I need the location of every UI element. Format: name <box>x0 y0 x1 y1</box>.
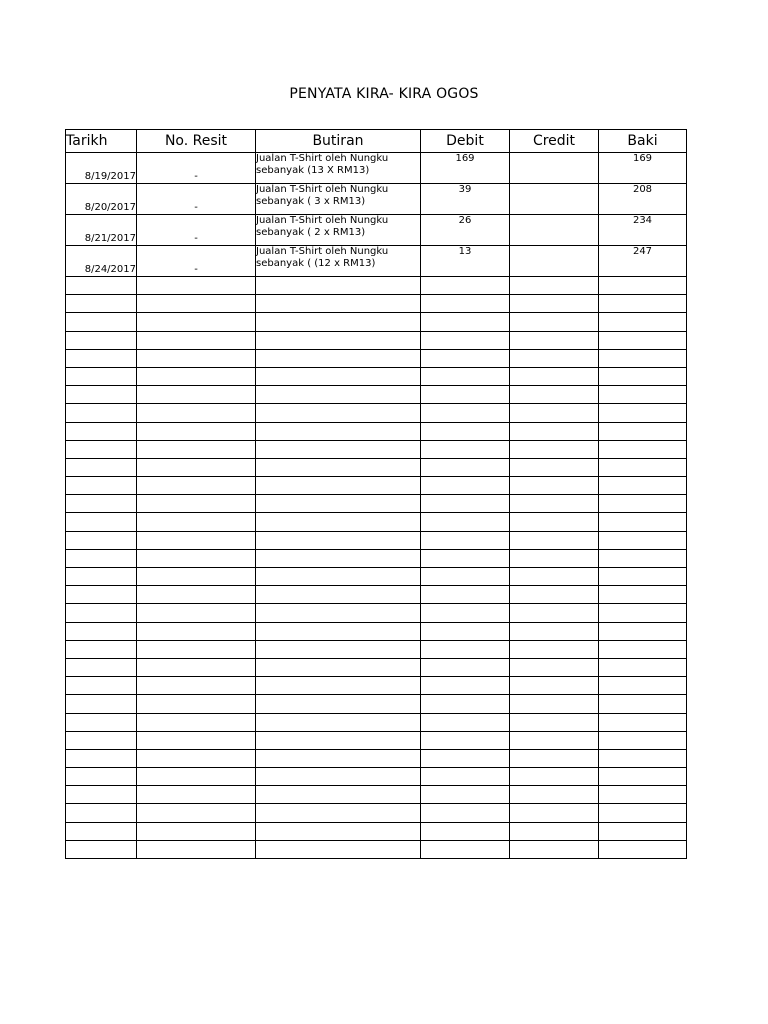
cell-credit <box>510 604 599 622</box>
cell-debit <box>421 531 510 549</box>
empty-table-row <box>66 804 687 822</box>
cell-tarikh <box>66 604 137 622</box>
cell-butiran <box>256 404 421 422</box>
cell-debit <box>421 640 510 658</box>
cell-no-resit <box>137 622 256 640</box>
cell-tarikh <box>66 731 137 749</box>
cell-butiran <box>256 622 421 640</box>
cell-baki <box>599 386 687 404</box>
cell-butiran <box>256 549 421 567</box>
cell-baki: 208 <box>599 184 687 215</box>
cell-credit <box>510 440 599 458</box>
butiran-line-1: Jualan T-Shirt oleh Nungku <box>256 246 389 257</box>
cell-butiran <box>256 440 421 458</box>
cell-no-resit <box>137 313 256 331</box>
cell-tarikh <box>66 640 137 658</box>
cell-credit <box>510 404 599 422</box>
cell-debit <box>421 713 510 731</box>
cell-baki <box>599 367 687 385</box>
cell-no-resit <box>137 658 256 676</box>
cell-no-resit <box>137 822 256 840</box>
butiran-line-2: sebanyak ( (12 x RM13) <box>256 258 376 269</box>
cell-tarikh <box>66 495 137 513</box>
cell-baki <box>599 677 687 695</box>
table-row <box>66 215 687 246</box>
cell-butiran <box>256 695 421 713</box>
cell-tarikh: 8/19/2017 <box>66 153 137 184</box>
empty-table-row <box>66 495 687 513</box>
cell-debit <box>421 549 510 567</box>
cell-butiran <box>256 215 421 246</box>
butiran-line-1: Jualan T-Shirt oleh Nungku <box>256 153 389 164</box>
cell-credit <box>510 586 599 604</box>
cell-tarikh <box>66 513 137 531</box>
cell-butiran <box>256 422 421 440</box>
cell-baki <box>599 531 687 549</box>
cell-debit <box>421 840 510 858</box>
empty-table-row <box>66 513 687 531</box>
empty-table-row <box>66 586 687 604</box>
cell-tarikh: 8/24/2017 <box>66 246 137 277</box>
butiran-line-2: sebanyak (13 X RM13) <box>256 165 370 176</box>
empty-table-row <box>66 331 687 349</box>
cell-credit <box>510 153 599 184</box>
cell-tarikh <box>66 586 137 604</box>
cell-no-resit <box>137 277 256 295</box>
empty-table-row <box>66 658 687 676</box>
cell-debit <box>421 349 510 367</box>
cell-no-resit <box>137 549 256 567</box>
cell-no-resit <box>137 586 256 604</box>
cell-butiran <box>256 531 421 549</box>
cell-credit <box>510 246 599 277</box>
cell-baki <box>599 422 687 440</box>
cell-butiran <box>256 604 421 622</box>
empty-table-row <box>66 349 687 367</box>
cell-credit <box>510 295 599 313</box>
cell-tarikh <box>66 695 137 713</box>
cell-tarikh <box>66 313 137 331</box>
cell-credit <box>510 713 599 731</box>
column-header-no-resit: No. Resit <box>137 130 256 153</box>
cell-debit <box>421 822 510 840</box>
cell-butiran <box>256 458 421 476</box>
cell-debit <box>421 458 510 476</box>
column-header-credit: Credit <box>510 130 599 153</box>
cell-credit <box>510 477 599 495</box>
cell-no-resit <box>137 349 256 367</box>
empty-table-row <box>66 422 687 440</box>
cell-butiran <box>256 277 421 295</box>
cell-debit <box>421 586 510 604</box>
cell-no-resit <box>137 477 256 495</box>
cell-no-resit <box>137 840 256 858</box>
empty-table-row <box>66 458 687 476</box>
butiran-line-1: Jualan T-Shirt oleh Nungku <box>256 184 389 195</box>
empty-table-row <box>66 277 687 295</box>
empty-table-row <box>66 386 687 404</box>
cell-no-resit <box>137 295 256 313</box>
cell-debit <box>421 658 510 676</box>
butiran-line-2: sebanyak ( 2 x RM13) <box>256 227 366 238</box>
column-header-debit: Debit <box>421 130 510 153</box>
cell-baki <box>599 804 687 822</box>
cell-credit <box>510 804 599 822</box>
cell-tarikh <box>66 367 137 385</box>
cell-baki <box>599 349 687 367</box>
cell-tarikh: 8/21/2017 <box>66 215 137 246</box>
cell-baki <box>599 313 687 331</box>
cell-tarikh <box>66 768 137 786</box>
cell-credit <box>510 677 599 695</box>
cell-no-resit: - <box>137 246 256 277</box>
cell-credit <box>510 786 599 804</box>
ledger-table <box>65 129 687 859</box>
cell-no-resit <box>137 786 256 804</box>
empty-table-row <box>66 531 687 549</box>
cell-baki: 247 <box>599 246 687 277</box>
cell-debit <box>421 604 510 622</box>
empty-table-row <box>66 677 687 695</box>
empty-table-row <box>66 640 687 658</box>
cell-credit <box>510 822 599 840</box>
cell-tarikh: 8/20/2017 <box>66 184 137 215</box>
cell-butiran <box>256 495 421 513</box>
cell-credit <box>510 731 599 749</box>
empty-table-row <box>66 768 687 786</box>
cell-credit <box>510 658 599 676</box>
cell-credit <box>510 331 599 349</box>
cell-baki: 169 <box>599 153 687 184</box>
cell-butiran <box>256 822 421 840</box>
table-row <box>66 184 687 215</box>
empty-table-row <box>66 440 687 458</box>
cell-tarikh <box>66 440 137 458</box>
cell-debit <box>421 568 510 586</box>
empty-table-row <box>66 749 687 767</box>
header-row <box>66 130 687 153</box>
cell-tarikh <box>66 477 137 495</box>
cell-baki <box>599 840 687 858</box>
cell-baki <box>599 586 687 604</box>
empty-table-row <box>66 695 687 713</box>
cell-debit <box>421 477 510 495</box>
cell-no-resit <box>137 568 256 586</box>
empty-table-row <box>66 549 687 567</box>
cell-baki <box>599 749 687 767</box>
cell-tarikh <box>66 295 137 313</box>
cell-tarikh <box>66 658 137 676</box>
cell-debit <box>421 295 510 313</box>
cell-tarikh <box>66 277 137 295</box>
cell-butiran <box>256 713 421 731</box>
cell-butiran <box>256 184 421 215</box>
cell-tarikh <box>66 786 137 804</box>
cell-butiran <box>256 749 421 767</box>
cell-baki <box>599 513 687 531</box>
empty-table-row <box>66 713 687 731</box>
empty-table-row <box>66 477 687 495</box>
cell-butiran <box>256 786 421 804</box>
column-header-baki: Baki <box>599 130 687 153</box>
cell-debit <box>421 786 510 804</box>
cell-credit <box>510 640 599 658</box>
cell-debit <box>421 495 510 513</box>
cell-tarikh <box>66 404 137 422</box>
empty-table-row <box>66 604 687 622</box>
cell-credit <box>510 568 599 586</box>
cell-no-resit <box>137 386 256 404</box>
cell-debit <box>421 386 510 404</box>
cell-debit <box>421 404 510 422</box>
cell-butiran <box>256 153 421 184</box>
cell-butiran <box>256 349 421 367</box>
empty-table-row <box>66 313 687 331</box>
cell-baki <box>599 658 687 676</box>
cell-butiran <box>256 331 421 349</box>
cell-no-resit <box>137 713 256 731</box>
cell-tarikh <box>66 677 137 695</box>
cell-no-resit <box>137 531 256 549</box>
cell-baki <box>599 277 687 295</box>
cell-credit <box>510 313 599 331</box>
cell-no-resit <box>137 804 256 822</box>
empty-table-row <box>66 731 687 749</box>
cell-baki <box>599 404 687 422</box>
cell-tarikh <box>66 331 137 349</box>
cell-debit <box>421 277 510 295</box>
cell-butiran <box>256 513 421 531</box>
cell-no-resit <box>137 458 256 476</box>
cell-butiran <box>256 804 421 822</box>
cell-no-resit <box>137 495 256 513</box>
cell-debit: 39 <box>421 184 510 215</box>
cell-credit <box>510 422 599 440</box>
cell-butiran <box>256 313 421 331</box>
cell-no-resit <box>137 513 256 531</box>
cell-debit <box>421 313 510 331</box>
cell-butiran <box>256 246 421 277</box>
cell-debit <box>421 513 510 531</box>
cell-debit <box>421 731 510 749</box>
cell-tarikh <box>66 840 137 858</box>
cell-credit <box>510 549 599 567</box>
empty-table-row <box>66 568 687 586</box>
cell-no-resit <box>137 422 256 440</box>
cell-credit <box>510 768 599 786</box>
cell-credit <box>510 458 599 476</box>
cell-debit <box>421 440 510 458</box>
cell-debit <box>421 768 510 786</box>
cell-debit <box>421 677 510 695</box>
cell-butiran <box>256 640 421 658</box>
cell-baki <box>599 786 687 804</box>
cell-debit <box>421 331 510 349</box>
cell-debit <box>421 622 510 640</box>
cell-baki <box>599 440 687 458</box>
cell-no-resit <box>137 604 256 622</box>
cell-baki <box>599 640 687 658</box>
cell-butiran <box>256 568 421 586</box>
column-header-butiran: Butiran <box>256 130 421 153</box>
cell-tarikh <box>66 422 137 440</box>
cell-tarikh <box>66 386 137 404</box>
cell-baki: 234 <box>599 215 687 246</box>
cell-credit <box>510 513 599 531</box>
empty-table-row <box>66 367 687 385</box>
cell-baki <box>599 477 687 495</box>
empty-table-row <box>66 622 687 640</box>
cell-butiran <box>256 840 421 858</box>
cell-baki <box>599 549 687 567</box>
cell-butiran <box>256 731 421 749</box>
cell-butiran <box>256 768 421 786</box>
cell-tarikh <box>66 622 137 640</box>
cell-credit <box>510 840 599 858</box>
cell-credit <box>510 184 599 215</box>
cell-tarikh <box>66 458 137 476</box>
cell-credit <box>510 695 599 713</box>
cell-debit: 169 <box>421 153 510 184</box>
cell-baki <box>599 295 687 313</box>
cell-baki <box>599 822 687 840</box>
cell-no-resit: - <box>137 215 256 246</box>
cell-butiran <box>256 586 421 604</box>
cell-butiran <box>256 386 421 404</box>
cell-tarikh <box>66 749 137 767</box>
cell-baki <box>599 731 687 749</box>
cell-baki <box>599 768 687 786</box>
butiran-line-2: sebanyak ( 3 x RM13) <box>256 196 366 207</box>
cell-credit <box>510 367 599 385</box>
cell-debit <box>421 367 510 385</box>
empty-table-row <box>66 786 687 804</box>
cell-debit: 26 <box>421 215 510 246</box>
cell-credit <box>510 277 599 295</box>
cell-no-resit <box>137 695 256 713</box>
cell-tarikh <box>66 822 137 840</box>
table-row <box>66 153 687 184</box>
cell-debit <box>421 749 510 767</box>
cell-no-resit <box>137 731 256 749</box>
empty-table-row <box>66 822 687 840</box>
cell-no-resit: - <box>137 153 256 184</box>
cell-no-resit <box>137 331 256 349</box>
cell-tarikh <box>66 549 137 567</box>
cell-no-resit <box>137 367 256 385</box>
cell-credit <box>510 349 599 367</box>
cell-debit: 13 <box>421 246 510 277</box>
cell-baki <box>599 622 687 640</box>
cell-credit <box>510 386 599 404</box>
cell-no-resit <box>137 768 256 786</box>
cell-butiran <box>256 477 421 495</box>
cell-credit <box>510 215 599 246</box>
cell-tarikh <box>66 568 137 586</box>
cell-debit <box>421 422 510 440</box>
table-row <box>66 246 687 277</box>
cell-no-resit <box>137 440 256 458</box>
cell-baki <box>599 458 687 476</box>
cell-no-resit <box>137 677 256 695</box>
cell-butiran <box>256 295 421 313</box>
cell-tarikh <box>66 349 137 367</box>
cell-no-resit <box>137 640 256 658</box>
cell-credit <box>510 622 599 640</box>
page-title: PENYATA KIRA- KIRA OGOS <box>289 86 479 102</box>
cell-baki <box>599 713 687 731</box>
cell-credit <box>510 531 599 549</box>
cell-no-resit <box>137 404 256 422</box>
empty-table-row <box>66 295 687 313</box>
cell-baki <box>599 568 687 586</box>
cell-debit <box>421 804 510 822</box>
cell-baki <box>599 695 687 713</box>
empty-table-row <box>66 404 687 422</box>
cell-butiran <box>256 658 421 676</box>
cell-tarikh <box>66 531 137 549</box>
cell-debit <box>421 695 510 713</box>
cell-tarikh <box>66 804 137 822</box>
cell-baki <box>599 331 687 349</box>
cell-butiran <box>256 677 421 695</box>
cell-tarikh <box>66 713 137 731</box>
cell-credit <box>510 495 599 513</box>
column-header-tarikh: Tarikh <box>66 130 137 153</box>
cell-credit <box>510 749 599 767</box>
cell-butiran <box>256 367 421 385</box>
cell-baki <box>599 604 687 622</box>
cell-no-resit <box>137 749 256 767</box>
empty-table-row <box>66 840 687 858</box>
cell-baki <box>599 495 687 513</box>
butiran-line-1: Jualan T-Shirt oleh Nungku <box>256 215 389 226</box>
cell-no-resit: - <box>137 184 256 215</box>
